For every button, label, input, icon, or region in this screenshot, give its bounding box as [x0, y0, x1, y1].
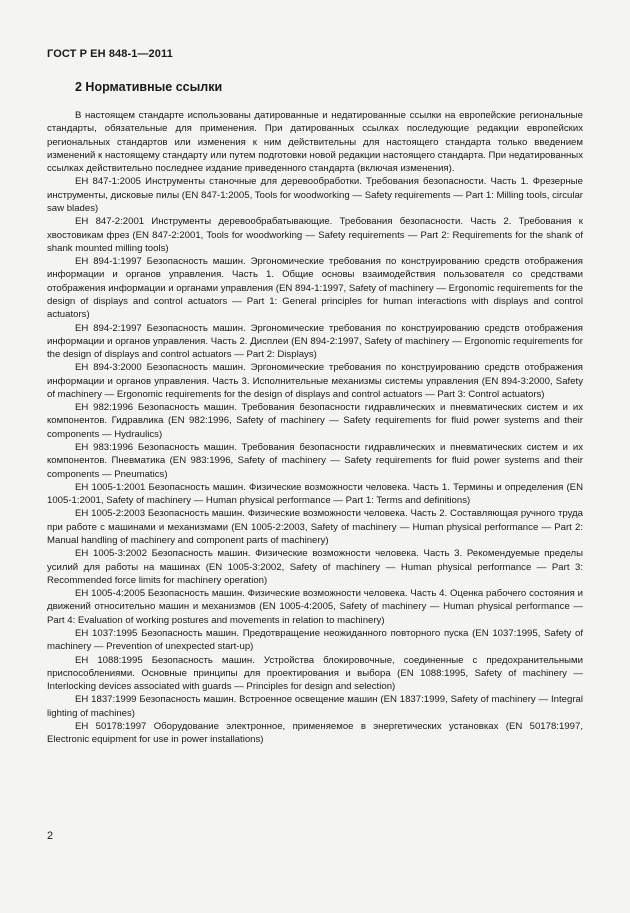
reference-en-1005-2: ЕН 1005-2:2003 Безопасность машин. Физические возможности человека. Часть 2. Составляющая ручного труда при работе с машинами и механизмами (EN 1005-2:2003, Safety of machinery — Human physical performance — Part 2: Manual handling of machinery and component parts of machinery) — [47, 508, 583, 546]
intro-paragraph: В настоящем стандарте использованы датированные и недатированные ссылки на европейские региональные стандарты, обязательные для применения. При датированных ссылках последующие редакции европейских региональных стандартов или изменения к ним действительны для настоящего стандарта только введением изменений к настоящему стандарту или путем подготовки новой редакции настоящего стандарта. При недатированных ссылках действительно последнее издание приведенного стандарта (включая изменения). — [47, 110, 583, 175]
page-number: 2 — [47, 830, 54, 842]
document-code-header: ГОСТ Р ЕН 848-1—2011 — [47, 48, 173, 60]
reference-en-894-1: ЕН 894-1:1997 Безопасность машин. Эргономические требования по конструированию средств отображения информации и органов управления. Часть 1. Общие основы взаимодействия пользователя со средствами отображения информации и органами управления (EN 894-1:1997, Safety of machinery — Ergonomic requirements for the design of displays and control actuators — Part 1: General principles for human interactions with displays and control actuators) — [47, 256, 583, 321]
reference-en-982: ЕН 982:1996 Безопасность машин. Требования безопасности гидравлических и пневматических систем и их компонентов. Гидравлика (EN 982:1996, Safety of machinery — Safety requirements for fluid power systems and their components — Hydraulics) — [47, 402, 583, 440]
reference-en-1088: ЕН 1088:1995 Безопасность машин. Устройства блокировочные, соединенные с предохранительными приспособлениями. Основные принципы для проектирования и выбора (EN 1088:1995, Safety of machinery — Interlocking devices associated with guards — Principles for design and selection) — [47, 654, 583, 693]
reference-en-847-2: ЕН 847-2:2001 Инструменты деревообрабатывающие. Требования безопасности. Часть 2. Требования к хвостовикам фрез (EN 847-2:2001, Tools for woodworking — Safety requirements — Part 2: Requirements for the shank of shank mounted milling tools) — [47, 216, 583, 254]
reference-en-894-3: ЕН 894-3:2000 Безопасность машин. Эргономические требования по конструированию средств отображения информации и органов управления. Часть 3. Исполнительные механизмы системы управления (EN 894-3:2000, Safety of machinery — Ergonomic requirements for the design of displays and control actuators — Part 3: Control actuators) — [47, 362, 583, 400]
reference-en-983: ЕН 983:1996 Безопасность машин. Требования безопасности гидравлических и пневматических систем и их компонентов. Пневматика (EN 983:1996, Safety of machinery — Safety requirements for fluid power systems and their components — Pneumatics) — [47, 442, 583, 480]
reference-en-1005-1: ЕН 1005-1:2001 Безопасность машин. Физические возможности человека. Часть 1. Термины и определения (EN 1005-1:2001, Safety of machinery — Human physical performance — Part 1: Terms and definitions) — [47, 481, 583, 507]
reference-en-50178: ЕН 50178:1997 Оборудование электронное, применяемое в энергетических установках (EN 50178:1997, Electronic equipment for use in power installations) — [47, 720, 583, 746]
normative-references-body — [47, 109, 583, 747]
reference-en-1005-3: ЕН 1005-3:2002 Безопасность машин. Физические возможности человека. Часть 3. Рекомендуемые пределы усилий для работы на машинах (EN 1005-3:2002, Safety of machinery — Human physical performance — Part 3: Recommended force limits for machinery operation) — [47, 548, 583, 586]
reference-en-1037: ЕН 1037:1995 Безопасность машин. Предотвращение неожиданного повторного пуска (EN 1037:1995, Safety of machinery — Prevention of unexpected start-up) — [47, 627, 583, 653]
reference-en-847-1: ЕН 847-1:2005 Инструменты станочные для деревообработки. Требования безопасности. Часть 1. Фрезерные инструменты, дисковые пилы (EN 847-1:2005, Tools for woodworking — Safety requirements — Part 1: Milling tools, circular saw blades) — [47, 176, 583, 214]
section-title: 2 Нормативные ссылки — [75, 80, 223, 94]
reference-en-894-2: ЕН 894-2:1997 Безопасность машин. Эргономические требования по конструированию средств отображения информации и органов управления. Часть 2. Дисплеи (EN 894-2:1997, Safety of machinery — Ergonomic requirements for the design of displays and control actuators — Part 2: Displays) — [47, 322, 583, 361]
reference-en-1005-4: ЕН 1005-4:2005 Безопасность машин. Физические возможности человека. Часть 4. Оценка рабочего состояния и движений относительно машин и механизмов (EN 1005-4:2005, Safety of machinery — Human physical performance — Part 4: Evaluation of working postures and movements in relation to machinery) — [47, 588, 583, 626]
reference-en-1837: ЕН 1837:1999 Безопасность машин. Встроенное освещение машин (EN 1837:1999, Safety of machinery — Integral lighting of machines) — [47, 694, 583, 719]
